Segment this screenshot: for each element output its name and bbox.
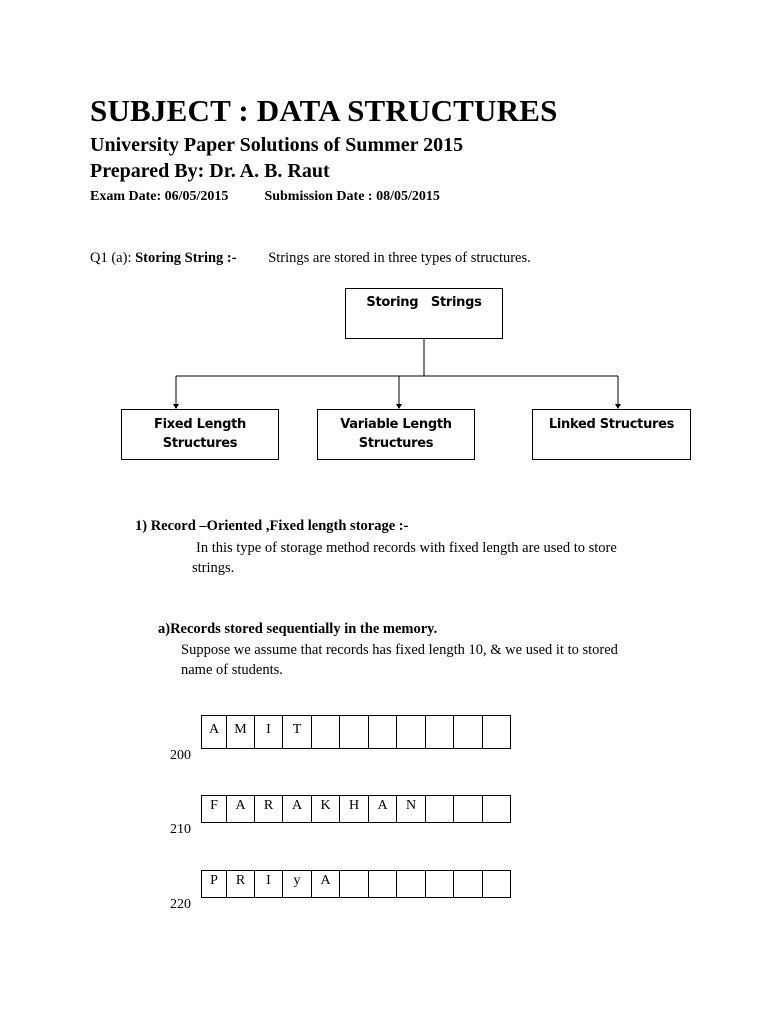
question-topic: Storing String :- [135, 250, 237, 266]
prepared-by: Prepared By: Dr. A. B. Raut [90, 160, 330, 182]
record-row-210 [201, 795, 511, 823]
record-cell: H [340, 796, 369, 822]
record-cell: T [283, 716, 312, 748]
record-cell [397, 871, 426, 897]
box-label-line1: Linked Structures [548, 417, 675, 432]
record-cell: R [255, 796, 283, 822]
question-number: Q1 (a): [90, 250, 132, 266]
record-cell: N [397, 796, 426, 822]
box-label-line2: Structures [162, 436, 238, 451]
diagram-root-box: Storing Strings [345, 288, 503, 339]
record-cell [369, 871, 397, 897]
record-cell [454, 716, 483, 748]
section1a-text-1: Suppose we assume that records has fixed length 10, & we used it to stored [181, 642, 618, 658]
question-description: Strings are stored in three types of structures. [268, 250, 531, 266]
record-cell [483, 796, 511, 822]
subject-title: SUBJECT : DATA STRUCTURES [90, 93, 558, 128]
record-cell [426, 871, 454, 897]
record-cell: K [312, 796, 340, 822]
record-address-220: 220 [170, 897, 191, 912]
record-cell: M [227, 716, 255, 748]
record-cell: R [227, 871, 255, 897]
record-cell: A [227, 796, 255, 822]
record-address-210: 210 [170, 822, 191, 837]
record-address-200: 200 [170, 748, 191, 763]
record-cell [454, 796, 483, 822]
record-cell [483, 871, 511, 897]
paper-title: University Paper Solutions of Summer 2015 [90, 134, 464, 156]
record-cell [454, 871, 483, 897]
section1-heading: 1) Record –Oriented ,Fixed length storage :- [135, 518, 409, 534]
record-cell [397, 716, 426, 748]
exam-date: Exam Date: 06/05/2015 [90, 189, 229, 204]
record-cell [483, 716, 511, 748]
section1a-text-2: name of students. [181, 662, 283, 678]
box-label-line2: Structures [358, 436, 434, 451]
section1a-heading: a)Records stored sequentially in the memory. [158, 621, 438, 637]
record-cell [426, 716, 454, 748]
record-cell [312, 716, 340, 748]
section1-text-1: In this type of storage method records with fixed length are used to store [196, 540, 617, 556]
box-label-line1: Fixed Length [154, 417, 246, 432]
record-cell: I [255, 716, 283, 748]
record-cell: A [312, 871, 340, 897]
record-cell: F [202, 796, 227, 822]
record-cell [426, 796, 454, 822]
diagram-box-linked [532, 409, 691, 460]
diagram-box-fixed-length [121, 409, 279, 460]
submission-date: Submission Date : 08/05/2015 [264, 189, 440, 204]
record-cell: y [283, 871, 312, 897]
record-cell: P [202, 871, 227, 897]
record-row-220 [201, 870, 511, 898]
record-cell [369, 716, 397, 748]
record-cell: A [283, 796, 312, 822]
section1-text-2: strings. [192, 560, 235, 576]
record-cell [340, 716, 369, 748]
record-cell: I [255, 871, 283, 897]
diagram-box-variable-length [317, 409, 475, 460]
box-label-line1: Variable Length [340, 417, 452, 432]
record-row-200 [201, 715, 511, 749]
record-cell: A [202, 716, 227, 748]
record-cell: A [369, 796, 397, 822]
record-cell [340, 871, 369, 897]
